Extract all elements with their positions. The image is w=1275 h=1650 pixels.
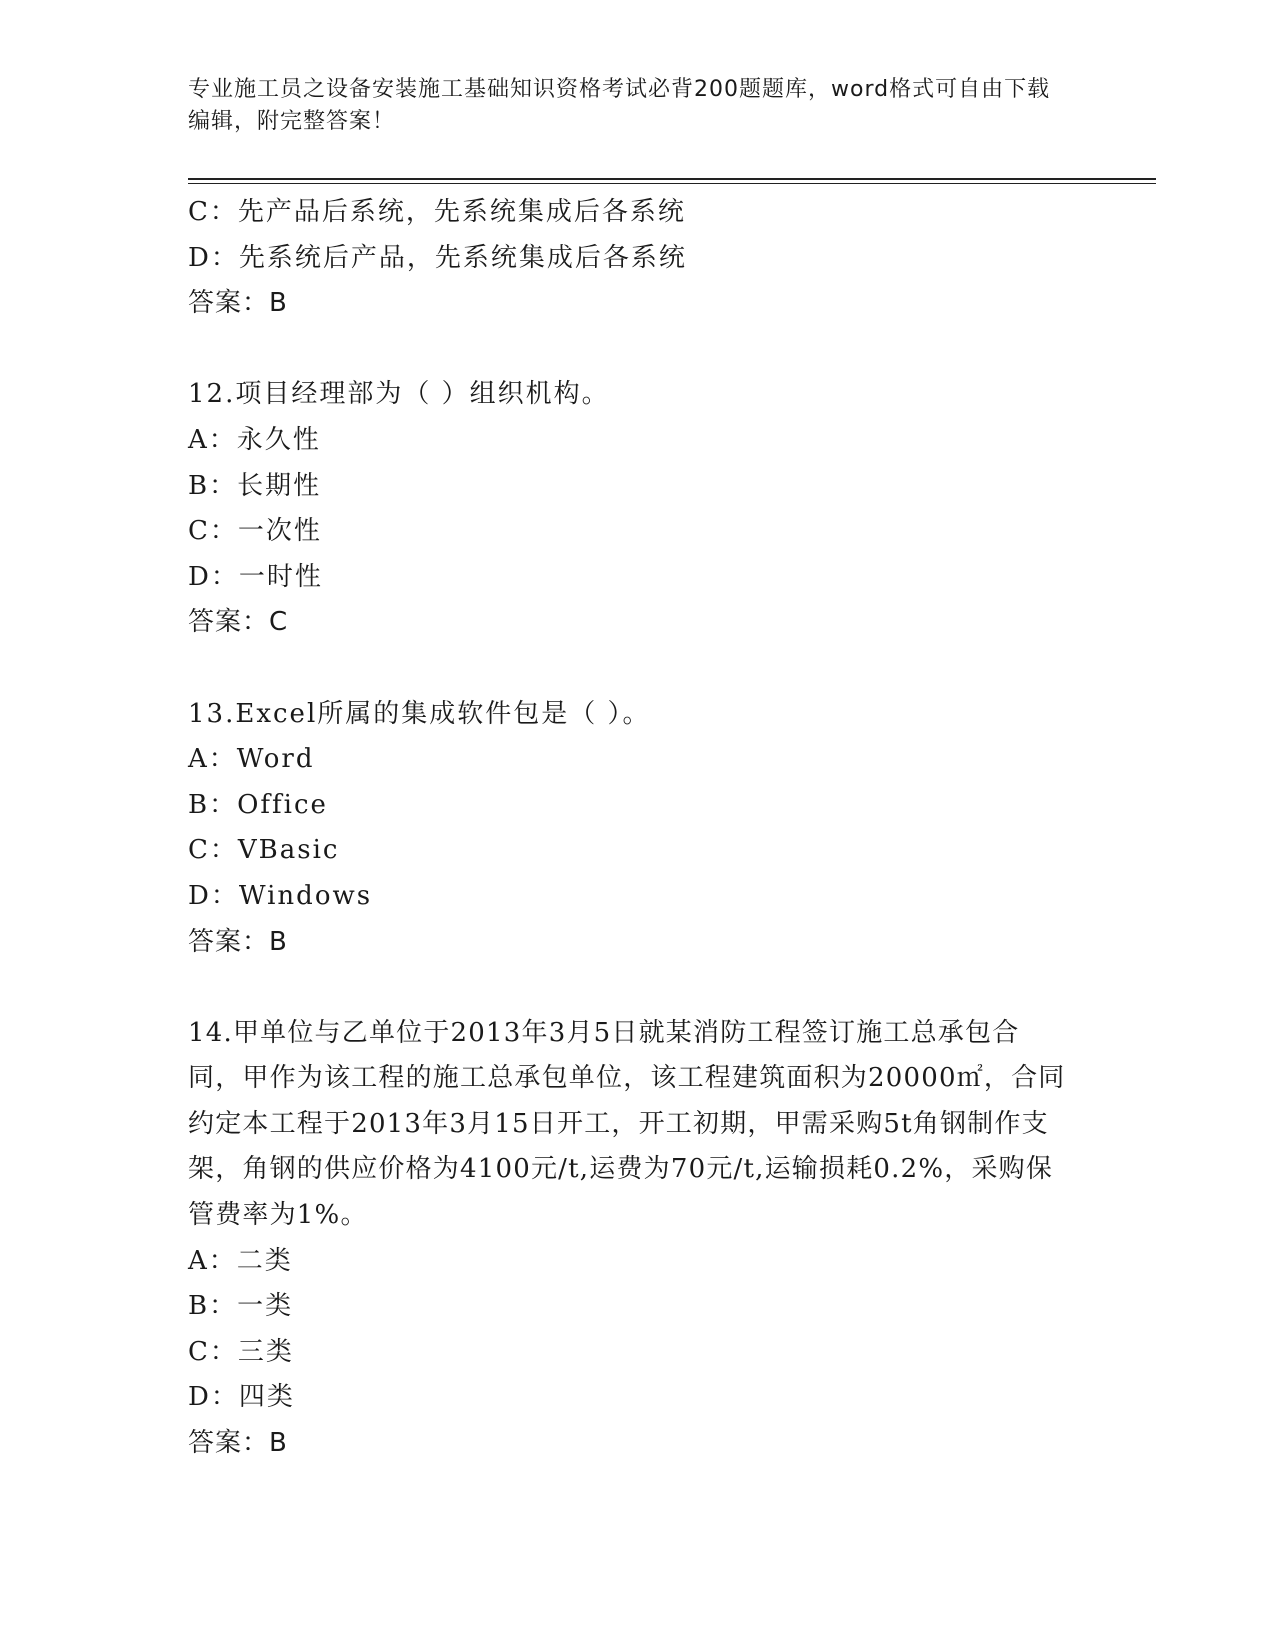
option-c: C：三类 xyxy=(188,1336,294,1367)
option-d: D：先系统后产品，先系统集成后各系统 xyxy=(188,242,687,273)
question-stem: 13.Excel所属的集成软件包是（ ）。 xyxy=(188,698,651,729)
document-body xyxy=(188,190,1088,1467)
option-c: C：先产品后系统，先系统集成后各系统 xyxy=(188,197,686,227)
question-13 xyxy=(188,692,1088,966)
answer-line: 答案：C xyxy=(188,607,289,638)
answer-line: 答案：B xyxy=(188,1428,288,1459)
header-rule-thin xyxy=(188,183,1156,184)
option-a: A：二类 xyxy=(188,1245,293,1276)
question-12 xyxy=(188,372,1088,646)
spacer xyxy=(188,327,1088,373)
option-c: C：VBasic xyxy=(188,835,340,866)
header-rule-thick xyxy=(188,178,1156,180)
question-11-tail xyxy=(188,190,1088,327)
option-a: A：Word xyxy=(188,744,315,775)
option-b: B：长期性 xyxy=(188,470,322,501)
option-a: A：永久性 xyxy=(188,424,321,455)
option-b: B：一类 xyxy=(188,1291,294,1322)
answer-line: 答案：B xyxy=(188,926,288,957)
spacer xyxy=(188,965,1088,1011)
spacer xyxy=(188,646,1088,692)
option-d: D：一时性 xyxy=(188,561,323,592)
question-stem: 14.甲单位与乙单位于2013年3月5日就某消防工程签订施工总承包合同，甲作为该工程的施工总承包单位，该工程建筑面积为20000㎡，合同约定本工程于2013年3月15日开工，开工初期，甲需采购5t角钢制作支架，角钢的供应价格为4100元/t,运费为70元/t,运输损耗0.2%，采购保管费率为1%。 xyxy=(188,1017,1066,1231)
question-stem: 12.项目经理部为（ ）组织机构。 xyxy=(188,379,610,410)
option-d: D：四类 xyxy=(188,1382,295,1413)
option-b: B：Office xyxy=(188,789,328,820)
question-14 xyxy=(188,1011,1088,1467)
option-c: C：一次性 xyxy=(188,516,322,547)
document-header: 专业施工员之设备安装施工基础知识资格考试必背200题题库，word格式可自由下载编辑，附完整答案！ xyxy=(188,77,1051,134)
option-d: D：Windows xyxy=(188,880,373,911)
answer-line: 答案：B xyxy=(188,288,288,319)
